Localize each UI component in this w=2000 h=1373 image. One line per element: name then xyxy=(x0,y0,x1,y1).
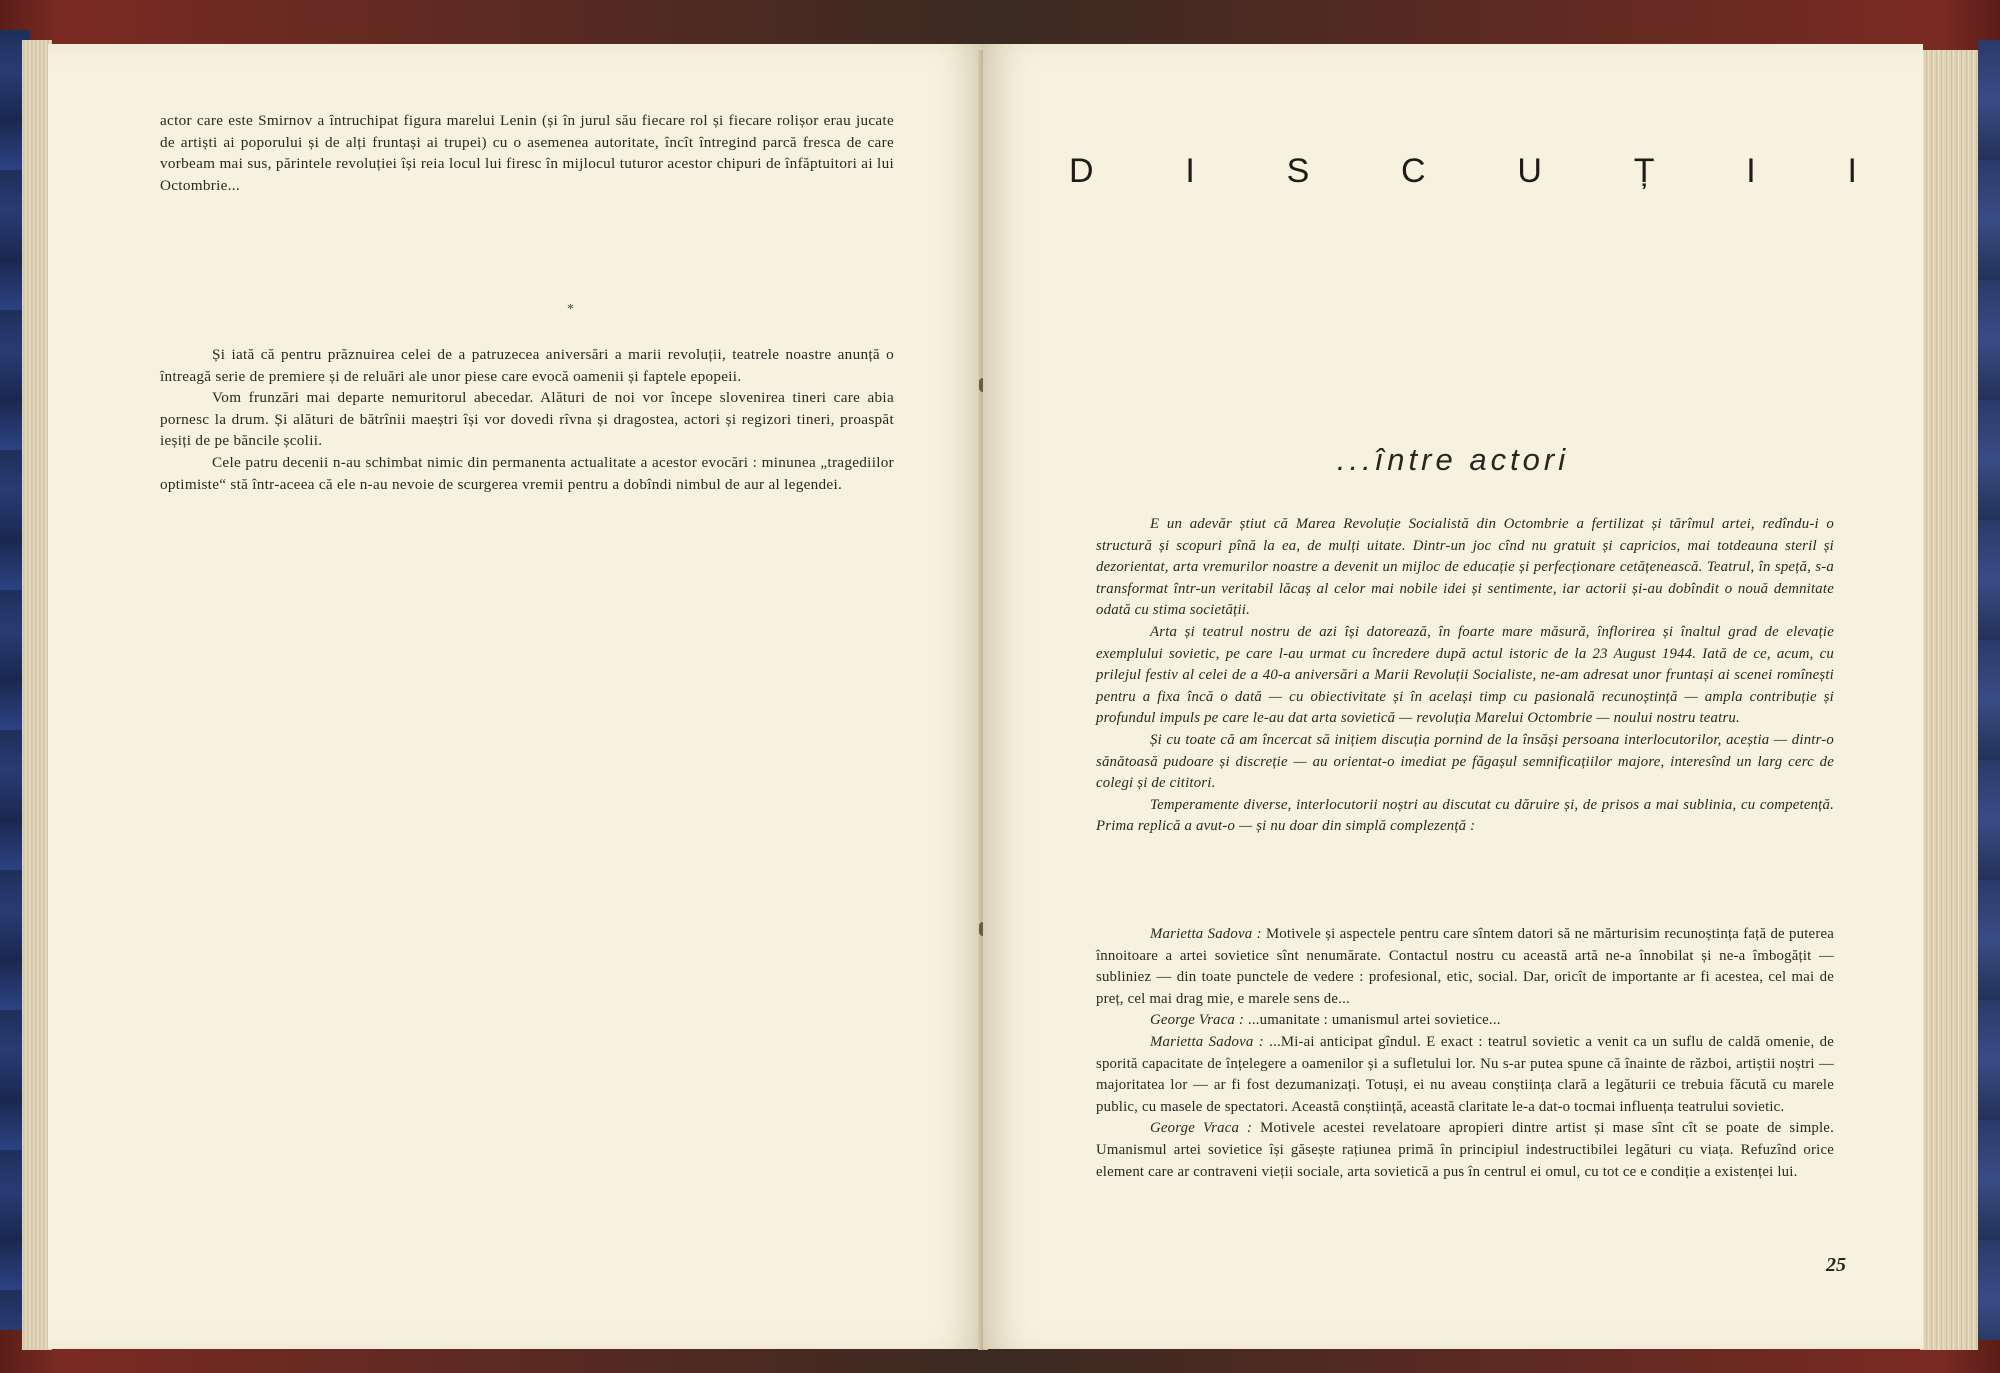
right-page-edges xyxy=(1920,50,1978,1350)
section-separator: * xyxy=(567,302,574,317)
left-paragraph-3: Vom frunzări mai departe nemuritorul abecedar. Alături de noi vor începe slovenirea tineri care abia pornesc la drum. Și alături de bătrînii maeștri își vor dovedi rîvna și dragostea, actori și regizori tineri, proaspăt ieșiți de pe băncile școlii. xyxy=(160,389,894,450)
left-paragraph-2: Și iată că pentru prăznuirea celei de a patruzecea aniversări a marii revoluții, teatrele noastre anunță o întreagă serie de premiere și de reluări ale unor piese care evocă oamenii și faptele epopeii. xyxy=(160,346,894,385)
intro-paragraph-1: E un adevăr știut că Marea Revoluție Socialistă din Octombrie a fertilizat și tărîmul artei, redîndu-i o structură și scopuri pînă la ea, de mulți uitate. Dintr-un joc cînd nu gratuit și capricios, mai totdeauna steril și dezorientat, arta vremurilor noastre a devenit un mijloc de educație și perfecționare cetățenească. Teatrul, în speță, s-a transformat într-un veritabil lăcaș al celor mai nobile idei și sentimente, iar actorii și-au dobîndit o nouă demnitate odată cu stima societății. xyxy=(1096,516,1834,619)
dialogue-text: Motivele și aspectele pentru care sîntem datori să ne mărturisim recunoștința față de puterea înnoitoare a artei sovietice sînt nenumărate. Contactul nostru cu această artă ne-a înnobilat și ne-a îmbogățit — subliniez — din toate punctele de vedere : profesional, etic, social. Dar, oricît de importante ar fi acestea, cel mai de preț, cel mai drag mie, e marele sens de... xyxy=(1096,926,1834,1007)
dialogue-text: Motivele acestei revelatoare apropieri dintre artist și mase sînt cît se poate de simple. Umanismul artei sovietice își găsește rațiunea primă în principiul indestructibilei legături cu viața. Refuzînd orice element care ar contraveni vieții sociale, arta sovietică a pus în centrul ei omul, cu tot ce e condiție a existenței lui. xyxy=(1096,1120,1834,1180)
intro-text xyxy=(1096,514,1834,838)
dialogue-line xyxy=(1096,1032,1834,1118)
left-paragraph-1 xyxy=(160,110,894,196)
title-letter: C xyxy=(1401,152,1428,190)
right-cover-board xyxy=(1978,40,2000,1340)
paragraph-text: actor care este Smirnov a întruchipat figura marelui Lenin (și în jurul său fiecare rol și fiecare rolișor erau jucate de artiști ai poporului și de alți fruntași ai trupei) cu o asemenea autoritate, încît întregind parcă fresca de care vorbeam mai sus, părintele revoluției își reia locul lui firesc în mijlocul tuturor acestor chipuri de înfăptuitori ai lui Octombrie... xyxy=(160,112,894,194)
title-letter: I xyxy=(1746,152,1758,190)
dialogue-line xyxy=(1096,924,1834,1010)
dialogue-text: ...Mi-ai anticipat gîndul. E exact : teatrul sovietic a venit ca un suflu de caldă omenie, de sporită capacitate de înțelegere a oamenilor și a sufletului lor. Nu s-ar putea spune că înainte de război, artiștii noștri — majoritatea lor — ar fi fost dezumanizați. Totuși, ei nu aveau conștiința clară a legăturii ce trebuia făcută cu marele public, cu masele de spectatori. Această conștiință, această claritate le-a dat-o tocmai influența teatrului sovietic. xyxy=(1096,1033,1834,1115)
speaker-name: George Vraca : xyxy=(1150,1120,1253,1137)
title-letter: I xyxy=(1185,152,1197,190)
intro-paragraph-3: Și cu toate că am încercat să inițiem discuția pornind de la însăși persoana interlocutorilor, aceștia — dintr-o sănătoasă pudoare și discreție — au orientat-o imediat pe făgașul semnificațiilor majore, interesînd un larg cerc de colegi și de cititori. xyxy=(1096,731,1834,792)
title-letter: Ț xyxy=(1633,152,1657,190)
left-paragraphs-group xyxy=(160,344,894,495)
dialogue-line xyxy=(1096,1010,1834,1032)
intro-paragraph-2: Arta și teatrul nostru de azi își datorează, în foarte mare măsură, înflorirea și înaltul grad de elevație exemplului sovietic, pe care l-au urmat cu încredere după actul istoric de la 23 August 1944. Iată de ce, acum, cu prilejul festiv al celei de a 40-a aniversări a Marii Revoluții Socialiste, ne-am adresat unor fruntași ai scenei romînești pentru a fixa încă o dată — cu obiectivitate și în același timp cu pasională recunoștință — ampla contribuție și profundul impuls pe care le-au dat arta sovietică — revoluția Marelui Octombrie — noului nostru teatru. xyxy=(1096,623,1834,727)
title-letter: U xyxy=(1517,152,1544,190)
left-paragraph-4: Cele patru decenii n-au schimbat nimic din permanenta actualitate a acestor evocări : minunea „tragediilor optimiste“ stă într-aceea că ele n-au nevoie de scurgerea vremii pentru a dobîndi nimbul de aur al legendei. xyxy=(160,453,894,493)
dialogue-line xyxy=(1096,1118,1834,1183)
title-letter: S xyxy=(1286,152,1312,190)
speaker-name: George Vraca : xyxy=(1150,1012,1245,1029)
left-page xyxy=(48,44,983,1349)
right-page xyxy=(983,44,1923,1349)
dialogue xyxy=(1096,924,1834,1183)
title-letter: I xyxy=(1847,152,1859,190)
page-title xyxy=(1069,152,1859,191)
page-number: 25 xyxy=(1826,1254,1846,1276)
speaker-name: Marietta Sadova : xyxy=(1150,1033,1264,1050)
speaker-name: Marietta Sadova : xyxy=(1150,926,1262,942)
dialogue-text: ...umanitate : umanismul artei sovietice... xyxy=(1244,1012,1501,1029)
title-letter: D xyxy=(1069,152,1096,190)
intro-paragraph-4: Temperamente diverse, interlocutorii noștri au discutat cu dăruire și, de prisos a mai sublinia, cu competență. Prima replică a avut-o — și nu doar din simplă complezență : xyxy=(1096,796,1834,835)
section-subtitle: ...între actori xyxy=(1336,442,1570,477)
